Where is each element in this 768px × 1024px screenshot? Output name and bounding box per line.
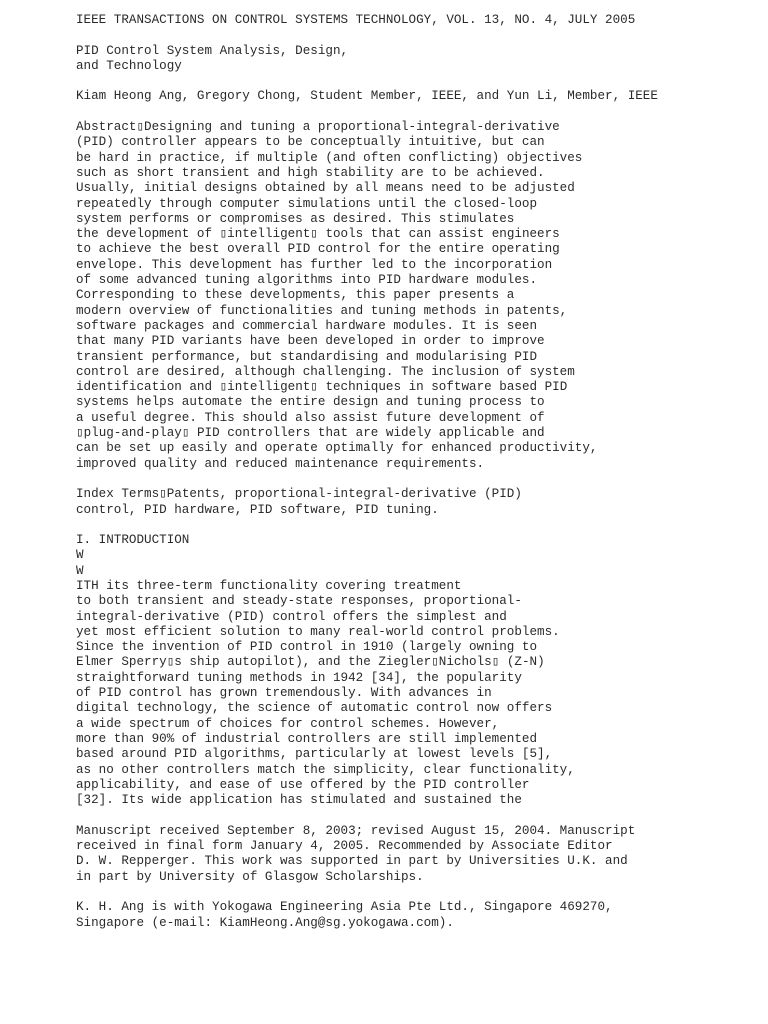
abstract-line: of some advanced tuning algorithms into PID hardware modules. xyxy=(76,273,538,288)
spacer xyxy=(76,808,756,823)
abstract-line: Usually, initial designs obtained by all means need to be adjusted xyxy=(76,181,575,196)
body-line: ITH its three-term functionality covering treatment xyxy=(76,578,462,593)
body-line: Since the invention of PID control in 1910 (largely owning to xyxy=(76,640,538,655)
body-line: applicability, and ease of use offered by the PID controller xyxy=(76,777,530,792)
abstract-line: Abstract▯Designing and tuning a proportional-integral-derivative xyxy=(76,120,560,135)
index-terms xyxy=(76,487,756,518)
body-line: based around PID algorithms, particularly at lowest levels [5], xyxy=(76,747,553,762)
index-terms-line: Index Terms▯Patents, proportional-integral-derivative (PID) xyxy=(76,487,522,502)
footnote-line: D. W. Repperger. This work was supported in part by Universities U.K. and xyxy=(76,854,628,869)
abstract-line: such as short transient and high stability are to be achieved. xyxy=(76,165,545,180)
abstract-line: the development of ▯intelligent▯ tools that can assist engineers xyxy=(76,227,560,242)
abstract-line: a useful degree. This should also assist future development of xyxy=(76,410,545,425)
abstract-line: Corresponding to these developments, this paper presents a xyxy=(76,288,515,303)
abstract-line: be hard in practice, if multiple (and often conflicting) objectives xyxy=(76,150,583,165)
abstract-line: (PID) controller appears to be conceptually intuitive, but can xyxy=(76,135,545,150)
index-terms-line: control, PID hardware, PID software, PID tuning. xyxy=(76,502,439,517)
spacer xyxy=(76,885,756,900)
abstract-line: can be set up easily and operate optimally for enhanced productivity, xyxy=(76,441,598,456)
document-page xyxy=(76,13,756,931)
body-line: as no other controllers match the simplicity, clear functionality, xyxy=(76,762,575,777)
abstract-line: system performs or compromises as desired. This stimulates xyxy=(76,211,515,226)
body-line: yet most efficient solution to many real-world control problems. xyxy=(76,624,560,639)
abstract-line: software packages and commercial hardware modules. It is seen xyxy=(76,318,538,333)
drop-cap: W xyxy=(76,548,84,563)
abstract-line: repeatedly through computer simulations until the closed-loop xyxy=(76,196,538,211)
abstract-line: envelope. This development has further led to the incorporation xyxy=(76,257,553,272)
body-line: to both transient and steady-state responses, proportional- xyxy=(76,594,522,609)
body-line: a wide spectrum of choices for control schemes. However, xyxy=(76,716,500,731)
title-line: PID Control System Analysis, Design, xyxy=(76,43,349,58)
spacer xyxy=(76,105,756,120)
body-line: straightforward tuning methods in 1942 [34], the popularity xyxy=(76,670,522,685)
paper-title xyxy=(76,44,756,75)
section-heading: I. INTRODUCTION xyxy=(76,533,190,548)
footnote-line: in part by University of Glasgow Scholarships. xyxy=(76,869,424,884)
abstract xyxy=(76,120,756,472)
abstract-line: to achieve the best overall PID control for the entire operating xyxy=(76,242,560,257)
introduction-section xyxy=(76,533,756,808)
abstract-line: systems helps automate the entire design and tuning process to xyxy=(76,395,545,410)
spacer xyxy=(76,472,756,487)
body-line: of PID control has grown tremendously. With advances in xyxy=(76,686,492,701)
footnote-affiliation xyxy=(76,900,756,931)
footnote-line: Singapore (e-mail: KiamHeong.Ang@sg.yokogawa.com). xyxy=(76,915,454,930)
abstract-line: modern overview of functionalities and tuning methods in patents, xyxy=(76,303,568,318)
footnote-line: Manuscript received September 8, 2003; revised August 15, 2004. Manuscript xyxy=(76,823,636,838)
abstract-line: control are desired, although challenging. The inclusion of system xyxy=(76,364,575,379)
abstract-line: transient performance, but standardising and modularising PID xyxy=(76,349,538,364)
title-line: and Technology xyxy=(76,58,182,73)
body-line: [32]. Its wide application has stimulated and sustained the xyxy=(76,793,522,808)
abstract-line: identification and ▯intelligent▯ techniques in software based PID xyxy=(76,380,568,395)
running-head: IEEE TRANSACTIONS ON CONTROL SYSTEMS TECHNOLOGY, VOL. 13, NO. 4, JULY 2005 xyxy=(76,13,636,27)
footnote-manuscript xyxy=(76,824,756,885)
abstract-line: improved quality and reduced maintenance requirements. xyxy=(76,456,485,471)
abstract-line: ▯plug-and-play▯ PID controllers that are widely applicable and xyxy=(76,426,545,441)
spacer xyxy=(76,518,756,533)
body-line: Elmer Sperry▯s ship autopilot), and the Ziegler▯Nichols▯ (Z-N) xyxy=(76,655,545,670)
drop-cap: W xyxy=(76,563,84,578)
footnote-line: received in final form January 4, 2005. Recommended by Associate Editor xyxy=(76,839,613,854)
spacer xyxy=(76,28,756,43)
abstract-line: that many PID variants have been developed in order to improve xyxy=(76,334,545,349)
body-line: integral-derivative (PID) control offers the simplest and xyxy=(76,609,507,624)
body-line: digital technology, the science of automatic control now offers xyxy=(76,701,553,716)
author-list: Kiam Heong Ang, Gregory Chong, Student Member, IEEE, and Yun Li, Member, IEEE xyxy=(76,89,658,104)
body-line: more than 90% of industrial controllers are still implemented xyxy=(76,731,538,746)
footnote-line: K. H. Ang is with Yokogawa Engineering Asia Pte Ltd., Singapore 469270, xyxy=(76,900,613,915)
spacer xyxy=(76,74,756,89)
